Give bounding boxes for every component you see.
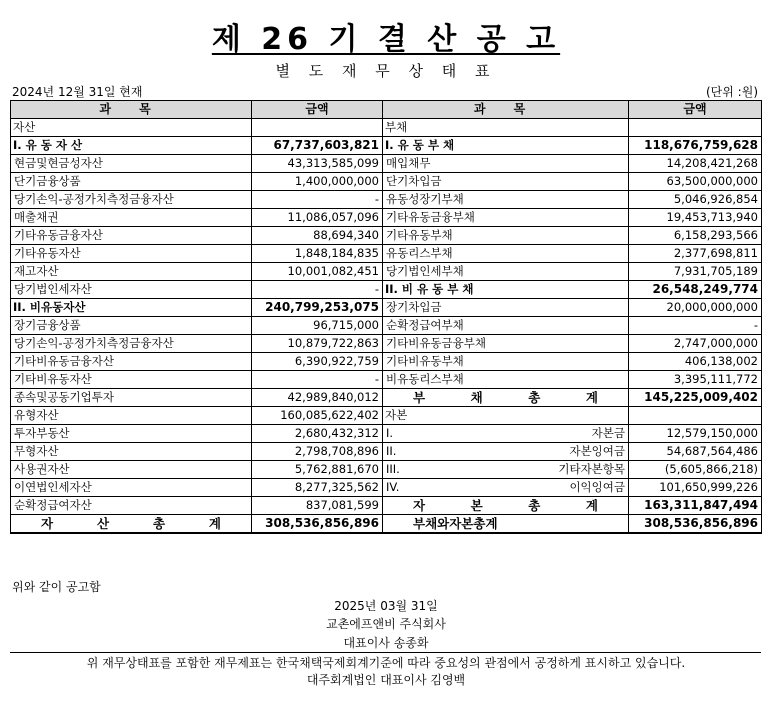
right-account-amount: 7,931,705,189 xyxy=(629,263,762,281)
right-account-amount: 54,687,564,486 xyxy=(629,443,762,461)
right-account-name: I. 유 동 부 채 xyxy=(383,137,629,155)
left-account-name: 당기법인세자산 xyxy=(11,281,252,299)
right-account-amount: 20,000,000,000 xyxy=(629,299,762,317)
left-account-name: 투자부동산 xyxy=(11,425,252,443)
right-account-name: 당기법인세부채 xyxy=(383,263,629,281)
right-account-name: 유동성장기부채 xyxy=(383,191,629,209)
table-row xyxy=(11,407,762,425)
right-account-amount: 5,046,926,854 xyxy=(629,191,762,209)
right-account-name: 단기차입금 xyxy=(383,173,629,191)
left-account-amount: 67,737,603,821 xyxy=(252,137,383,155)
header-amount-right: 금액 xyxy=(629,101,762,119)
right-account-name: 유동리스부채 xyxy=(383,245,629,263)
left-account-name: 이연법인세자산 xyxy=(11,479,252,497)
balance-sheet-table xyxy=(10,100,762,534)
left-account-amount: - xyxy=(252,371,383,389)
left-account-name: 매출채권 xyxy=(11,209,252,227)
left-account-amount: 2,680,432,312 xyxy=(252,425,383,443)
left-account-name: 자산 xyxy=(11,119,252,137)
right-account-name: 기타유동금융부채 xyxy=(383,209,629,227)
left-account-amount: 42,989,840,012 xyxy=(252,389,383,407)
right-account-amount: 101,650,999,226 xyxy=(629,479,762,497)
left-account-amount: 11,086,057,096 xyxy=(252,209,383,227)
right-account-name: 매입채무 xyxy=(383,155,629,173)
right-account-name: 부채와자본총계 xyxy=(383,515,629,534)
table-row xyxy=(11,155,762,173)
left-account-amount: 5,762,881,670 xyxy=(252,461,383,479)
right-account-amount: 2,377,698,811 xyxy=(629,245,762,263)
right-account-name: I. 자본금 xyxy=(383,425,629,443)
as-of-date: 2024년 12월 31일 현재 xyxy=(12,85,143,99)
left-account-amount: - xyxy=(252,191,383,209)
right-account-amount: 308,536,856,896 xyxy=(629,515,762,534)
table-row xyxy=(11,119,762,137)
right-account-amount: 6,158,293,566 xyxy=(629,227,762,245)
left-account-name: 기타유동자산 xyxy=(11,245,252,263)
table-row xyxy=(11,479,762,497)
table-row xyxy=(11,371,762,389)
left-account-amount xyxy=(252,119,383,137)
right-account-amount: 3,395,111,772 xyxy=(629,371,762,389)
right-account-name: 기타비유동부채 xyxy=(383,353,629,371)
audit-statement: 위 재무상태표를 포함한 재무제표는 한국채택국제회계기준에 따라 중요성의 관점에서 공정하게 표시하고 있습니다. xyxy=(86,656,686,670)
left-account-name: 기타비유동자산 xyxy=(11,371,252,389)
left-account-amount: 43,313,585,099 xyxy=(252,155,383,173)
left-account-amount: 8,277,325,562 xyxy=(252,479,383,497)
left-account-amount: 308,536,856,896 xyxy=(252,515,383,534)
notice-text: 위와 같이 공고함 xyxy=(12,580,101,594)
left-account-amount: 88,694,340 xyxy=(252,227,383,245)
notice-date: 2025년 03월 31일 xyxy=(334,599,438,613)
right-account-name: 기타유동부채 xyxy=(383,227,629,245)
left-account-amount: - xyxy=(252,281,383,299)
table-row xyxy=(11,317,762,335)
left-account-amount: 240,799,253,075 xyxy=(252,299,383,317)
left-account-name: 종속및공동기업투자 xyxy=(11,389,252,407)
table-row xyxy=(11,389,762,407)
right-account-name: 순확정급여부채 xyxy=(383,317,629,335)
left-account-name: I. 유 동 자 산 xyxy=(11,137,252,155)
right-account-name: 자 본 총 계 xyxy=(383,497,629,515)
right-account-name: IV. 이익잉여금 xyxy=(383,479,629,497)
left-account-amount: 96,715,000 xyxy=(252,317,383,335)
left-account-name: 무형자산 xyxy=(11,443,252,461)
right-account-amount: 63,500,000,000 xyxy=(629,173,762,191)
table-row xyxy=(11,353,762,371)
left-account-name: 재고자산 xyxy=(11,263,252,281)
right-account-amount: 118,676,759,628 xyxy=(629,137,762,155)
table-row xyxy=(11,461,762,479)
left-account-amount: 160,085,622,402 xyxy=(252,407,383,425)
auditor-name: 대주회계법인 대표이사 김영백 xyxy=(306,673,466,687)
left-account-name: 기타비유동금융자산 xyxy=(11,353,252,371)
right-account-name: 비유동리스부채 xyxy=(383,371,629,389)
right-account-amount xyxy=(629,407,762,425)
header-item-left: 과 목 xyxy=(11,101,252,119)
left-account-amount: 837,081,599 xyxy=(252,497,383,515)
left-account-amount: 1,400,000,000 xyxy=(252,173,383,191)
right-account-amount: 406,138,002 xyxy=(629,353,762,371)
right-account-name: III. 기타자본항목 xyxy=(383,461,629,479)
left-account-name: 현금및현금성자산 xyxy=(11,155,252,173)
right-account-amount: - xyxy=(629,317,762,335)
right-account-name: II. 자본잉여금 xyxy=(383,443,629,461)
company-name: 교촌에프앤비 주식회사 xyxy=(326,617,446,631)
right-account-amount: 12,579,150,000 xyxy=(629,425,762,443)
table-row xyxy=(11,515,762,534)
ceo-name: 대표이사 송종화 xyxy=(343,636,429,650)
left-account-name: 자 산 총 계 xyxy=(11,515,252,534)
left-account-amount: 10,879,722,863 xyxy=(252,335,383,353)
left-account-amount: 10,001,082,451 xyxy=(252,263,383,281)
right-account-name: 자본 xyxy=(383,407,629,425)
page-title: 제 26 기 결 산 공 고 xyxy=(211,22,561,57)
header-amount-left: 금액 xyxy=(252,101,383,119)
right-account-amount: 19,453,713,940 xyxy=(629,209,762,227)
left-account-name: 유형자산 xyxy=(11,407,252,425)
left-account-name: II. 비유동자산 xyxy=(11,299,252,317)
left-account-name: 순확정급여자산 xyxy=(11,497,252,515)
left-account-name: 당기손익-공정가치측정금융자산 xyxy=(11,191,252,209)
table-row xyxy=(11,227,762,245)
right-account-amount xyxy=(629,119,762,137)
page-subtitle: 별 도 재 무 상 태 표 xyxy=(275,62,497,80)
left-account-amount: 6,390,922,759 xyxy=(252,353,383,371)
right-account-name: II. 비 유 동 부 채 xyxy=(383,281,629,299)
divider xyxy=(10,652,761,653)
right-account-name: 장기차입금 xyxy=(383,299,629,317)
right-account-name: 부 채 총 계 xyxy=(383,389,629,407)
left-account-name: 당기손익-공정가치측정금융자산 xyxy=(11,335,252,353)
right-account-name: 부채 xyxy=(383,119,629,137)
table-header-row xyxy=(11,101,762,119)
table-row xyxy=(11,173,762,191)
table-row xyxy=(11,335,762,353)
table-row xyxy=(11,263,762,281)
right-account-name: 기타비유동금융부채 xyxy=(383,335,629,353)
left-account-name: 사용권자산 xyxy=(11,461,252,479)
table-row xyxy=(11,425,762,443)
right-account-amount: 2,747,000,000 xyxy=(629,335,762,353)
balance-sheet-body xyxy=(11,119,762,534)
table-row xyxy=(11,245,762,263)
right-account-amount: 14,208,421,268 xyxy=(629,155,762,173)
right-account-amount: 26,548,249,774 xyxy=(629,281,762,299)
left-account-name: 단기금융상품 xyxy=(11,173,252,191)
table-row xyxy=(11,443,762,461)
right-account-amount: 163,311,847,494 xyxy=(629,497,762,515)
unit-label: (단위 :원) xyxy=(706,85,758,99)
table-row xyxy=(11,191,762,209)
header-item-right: 과 목 xyxy=(383,101,629,119)
right-account-amount: 145,225,009,402 xyxy=(629,389,762,407)
table-row xyxy=(11,281,762,299)
table-row xyxy=(11,497,762,515)
left-account-name: 장기금융상품 xyxy=(11,317,252,335)
left-account-name: 기타유동금융자산 xyxy=(11,227,252,245)
right-account-amount: (5,605,866,218) xyxy=(629,461,762,479)
table-row xyxy=(11,209,762,227)
table-row xyxy=(11,137,762,155)
left-account-amount: 1,848,184,835 xyxy=(252,245,383,263)
left-account-amount: 2,798,708,896 xyxy=(252,443,383,461)
table-row xyxy=(11,299,762,317)
